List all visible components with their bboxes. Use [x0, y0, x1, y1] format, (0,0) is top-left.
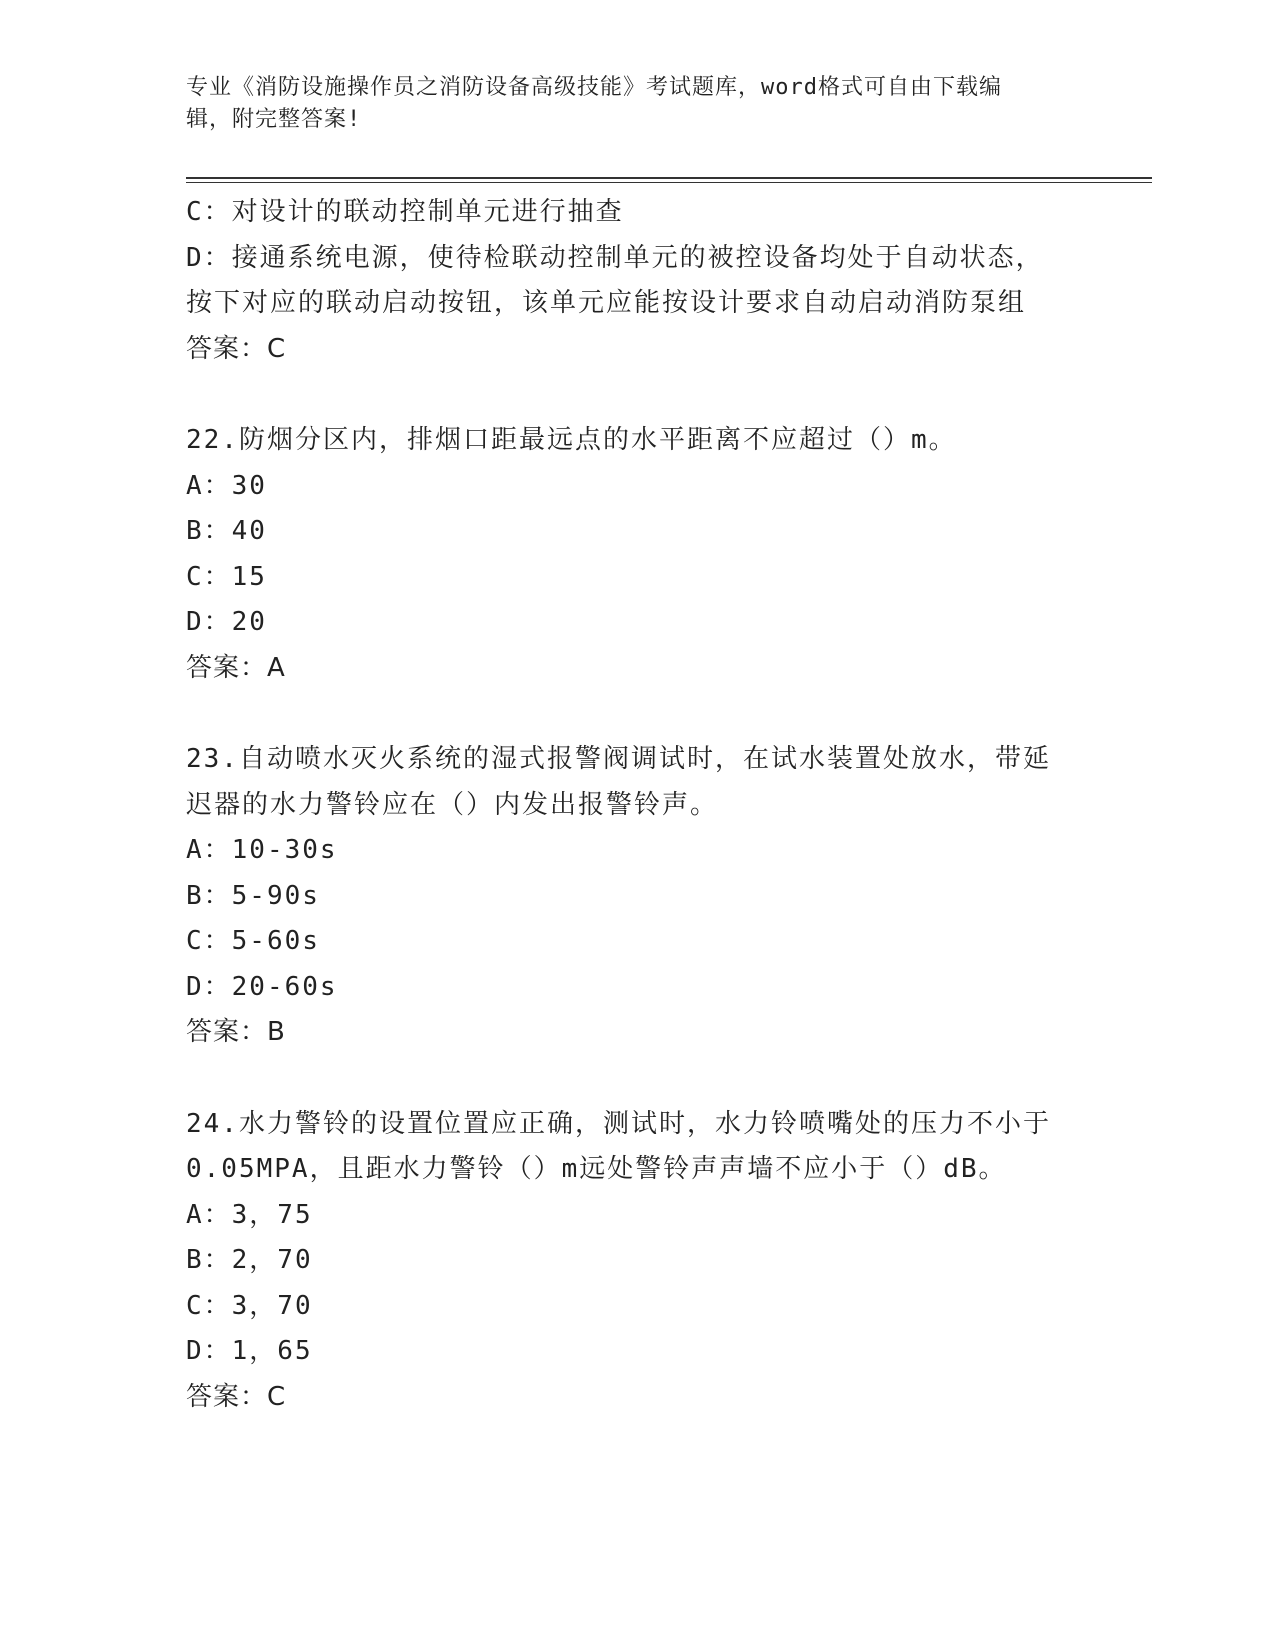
option-c: C：对设计的联动控制单元进行抽查 [186, 197, 624, 227]
answer: 答案：A [186, 652, 286, 683]
option-a: A：3，75 [186, 1199, 313, 1230]
question-list [186, 190, 1086, 1420]
question-stem: 22.防烟分区内，排烟口距最远点的水平距离不应超过（）m。 [186, 425, 957, 455]
option-b: B：40 [186, 516, 267, 546]
document-header [186, 72, 1066, 136]
option-a: A：30 [186, 470, 267, 501]
header-intro-line-2: 辑，附完整答案! [186, 107, 362, 132]
spacer [186, 691, 1086, 737]
question-block-22 [186, 418, 1086, 691]
option-b: B：5-90s [186, 880, 320, 911]
option-a: A：10-30s [186, 835, 338, 865]
answer: 答案：B [186, 1017, 286, 1047]
question-stem-line-1: 24.水力警铃的设置位置应正确，测试时，水力铃喷嘴处的压力不小于 [186, 1108, 1051, 1139]
question-stem-line-1: 23.自动喷水灭火系统的湿式报警阀调试时，在试水装置处放水，带延 [186, 744, 1051, 774]
spacer [186, 372, 1086, 418]
question-stem-line-2: 迟器的水力警铃应在（）内发出报警铃声。 [186, 789, 719, 820]
answer: 答案：C [186, 333, 287, 364]
header-divider-thick [186, 177, 1152, 179]
option-d-line-2: 按下对应的联动启动按钮，该单元应能按设计要求自动启动消防泵组 [186, 288, 1027, 318]
question-block-prev [186, 190, 1086, 372]
option-d: D：20-60s [186, 971, 338, 1002]
question-stem-line-2: 0.05MPA，且距水力警铃（）m远处警铃声声墙不应小于（）dB。 [186, 1154, 1007, 1184]
option-d-line-1: D：接通系统电源，使待检联动控制单元的被控设备均处于自动状态， [186, 242, 1044, 273]
option-d: D：1，65 [186, 1336, 313, 1366]
header-divider-thin [186, 182, 1152, 183]
option-d: D：20 [186, 607, 267, 637]
spacer [186, 1056, 1086, 1102]
option-c: C：15 [186, 561, 267, 592]
option-c: C：5-60s [186, 926, 320, 956]
answer: 答案：C [186, 1381, 287, 1412]
header-intro-line-1: 专业《消防设施操作员之消防设备高级技能》考试题库，word格式可自由下载编 [186, 75, 1002, 100]
option-b: B：2，70 [186, 1245, 313, 1275]
question-block-24 [186, 1102, 1086, 1421]
option-c: C：3，70 [186, 1290, 313, 1321]
question-block-23 [186, 737, 1086, 1056]
